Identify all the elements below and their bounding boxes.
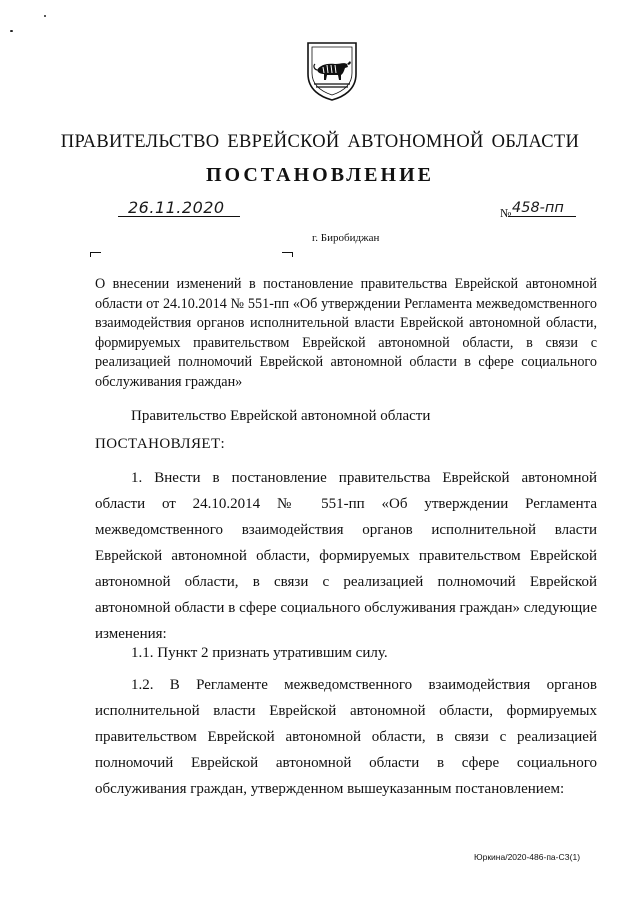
- scan-speck: [10, 30, 13, 32]
- subject-bracket-right: [282, 252, 293, 257]
- coat-of-arms-tiger-icon: [305, 40, 359, 102]
- handwritten-date: 26.11.2020: [128, 198, 225, 217]
- number-underline: [508, 216, 576, 217]
- scan-speck: [44, 15, 46, 17]
- document-code: Юркина/2020-486-па-СЗ(1): [474, 852, 581, 862]
- government-line: Правительство Еврейской автономной области: [131, 408, 431, 424]
- item-1-2: 1.2. В Регламенте межведомственного взаимодействия органов исполнительной власти Еврейской автономной области, формируемых правительством Еврейской автономной области, в связи с реализацией полномочий Еврейской автономной области в сфере социального обслуживания граждан, утвержденном вышеуказанным постановлением:: [95, 677, 597, 797]
- item-1: 1. Внести в постановление правительства Еврейской автономной области от 24.10.2014 № 551-пп «Об утверждении Регламента межведомственного взаимодействия органов исполнительной власти Еврейской автономной области, формируемых правительством Еврейской автономной области, в связи с реализацией полномочий Еврейской автономной области в сфере социального обслуживания граждан» следующие изменения:: [95, 470, 597, 642]
- government-title: ПРАВИТЕЛЬСТВО ЕВРЕЙСКОЙ АВТОНОМНОЙ ОБЛАСТИ: [60, 132, 580, 152]
- item-1-1: 1.1. Пункт 2 признать утратившим силу.: [131, 645, 388, 661]
- subject-bracket-left: [90, 252, 101, 257]
- handwritten-number: 458-пп: [512, 200, 564, 216]
- decree-title: ПОСТАНОВЛЕНИЕ: [206, 164, 434, 186]
- date-underline: [118, 216, 240, 217]
- number-label: №: [500, 206, 512, 220]
- resolves-heading: ПОСТАНОВЛЯЕТ:: [95, 436, 226, 452]
- decree-subject: О внесении изменений в постановление правительства Еврейской автономной области от 24.10.2014 № 551-пп «Об утверждении Регламента межведомственного взаимодействия органов исполнительной власти Еврейской автономной области, формируемых правительством Еврейской автономной области, в связи с реализацией полномочий Еврейской автономной области в сфере социального обслуживания граждан»: [95, 276, 597, 390]
- city-name: г. Биробиджан: [312, 232, 380, 244]
